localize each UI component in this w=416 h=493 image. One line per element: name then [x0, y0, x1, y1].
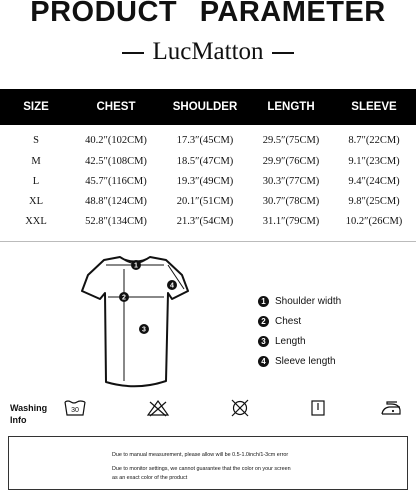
- cell-shoulder: 20.1″(51CM): [176, 195, 234, 207]
- legend-number: 1: [258, 296, 269, 307]
- legend-item: [258, 291, 341, 311]
- disclaimer-box: [8, 436, 408, 490]
- legend-item: [258, 351, 341, 371]
- cell-chest: 45.7″(116CM): [85, 175, 147, 187]
- legend-item: [258, 311, 341, 331]
- marker-2: [119, 292, 129, 302]
- marker-1: [131, 260, 141, 270]
- brand-dash-right: [272, 52, 294, 54]
- marker-2-label: 2: [122, 294, 126, 302]
- marker-1-label: 1: [134, 262, 138, 270]
- marker-3: [139, 324, 149, 334]
- cell-shoulder: 17.3″(45CM): [176, 134, 234, 146]
- cell-shoulder: 21.3″(54CM): [176, 215, 234, 227]
- cell-length: 30.3″(77CM): [262, 175, 320, 187]
- tshirt-outline: [82, 257, 188, 386]
- wash-temperature: 30: [71, 407, 79, 414]
- cell-size: L: [32, 175, 40, 187]
- header-length: LENGTH: [267, 101, 315, 113]
- no-dry-clean-icon: [228, 398, 252, 418]
- cell-length: 29.9″(76CM): [262, 155, 320, 167]
- cell-size: XXL: [25, 215, 47, 227]
- cell-sleeve: 8.7″(22CM): [348, 134, 400, 146]
- cell-length: 29.5″(75CM): [262, 134, 320, 146]
- measurement-legend: [258, 291, 341, 371]
- table-row: [0, 211, 416, 231]
- header-chest: CHEST: [96, 101, 136, 113]
- legend-number: 3: [258, 336, 269, 347]
- disclaimer-line1: Due to manual measurement, please allow will be 0.5-1.0inch/1-3cm error: [112, 452, 289, 458]
- page-title: PRODUCT PARAMETER: [30, 0, 386, 28]
- table-row: [0, 125, 416, 151]
- table-row: [0, 151, 416, 171]
- cell-chest: 52.8″(134CM): [85, 215, 147, 227]
- cell-sleeve: 9.8″(25CM): [348, 195, 400, 207]
- cell-shoulder: 18.5″(47CM): [176, 155, 234, 167]
- legend-label: Length: [275, 335, 306, 347]
- brand-name: LucMatton: [152, 38, 264, 65]
- cell-size: S: [33, 134, 39, 146]
- washing-info-label: [10, 402, 47, 426]
- marker-3-label: 3: [142, 326, 146, 334]
- tshirt-diagram: [80, 251, 190, 391]
- washing-label-line2: Info: [10, 415, 27, 425]
- legend-label: Chest: [275, 315, 302, 327]
- legend-number: 4: [258, 356, 269, 367]
- legend-label: Shoulder width: [275, 295, 342, 307]
- drip-dry-icon: [306, 398, 330, 418]
- cell-length: 30.7″(78CM): [262, 195, 320, 207]
- brand-dash-left: [122, 52, 144, 54]
- cell-shoulder: 19.3″(49CM): [176, 175, 234, 187]
- brand-title: [0, 38, 416, 66]
- cell-chest: 42.5″(108CM): [85, 155, 147, 167]
- cell-chest: 40.2″(102CM): [85, 134, 147, 146]
- cell-size: M: [31, 155, 41, 167]
- legend-number: 2: [258, 316, 269, 327]
- header-size: SIZE: [23, 101, 49, 113]
- cell-chest: 48.8″(124CM): [85, 195, 147, 207]
- table-header-row: [0, 89, 416, 125]
- legend-item: [258, 331, 341, 351]
- marker-4-label: 4: [170, 282, 174, 290]
- disclaimer-line2: Due to monitor settings, we cannot guarantee that the color on your screen: [112, 466, 291, 472]
- marker-4: [167, 280, 177, 290]
- section-divider: [0, 241, 416, 242]
- table-row: [0, 191, 416, 211]
- size-table: [0, 89, 416, 231]
- disclaimer-line3: as an exact color of the product: [112, 475, 188, 481]
- legend-label: Sleeve length: [275, 355, 336, 367]
- cell-sleeve: 10.2″(26CM): [345, 215, 403, 227]
- iron-icon: [379, 398, 403, 418]
- wash-30-icon: [63, 398, 87, 418]
- cell-size: XL: [29, 195, 43, 207]
- cell-sleeve: 9.1″(23CM): [348, 155, 400, 167]
- washing-label-line1: Washing: [10, 403, 48, 413]
- cell-sleeve: 9.4″(24CM): [348, 175, 400, 187]
- header-sleeve: SLEEVE: [351, 101, 397, 113]
- table-row: [0, 171, 416, 191]
- cell-length: 31.1″(79CM): [262, 215, 320, 227]
- no-bleach-icon: [146, 398, 170, 418]
- header-shoulder: SHOULDER: [172, 101, 238, 113]
